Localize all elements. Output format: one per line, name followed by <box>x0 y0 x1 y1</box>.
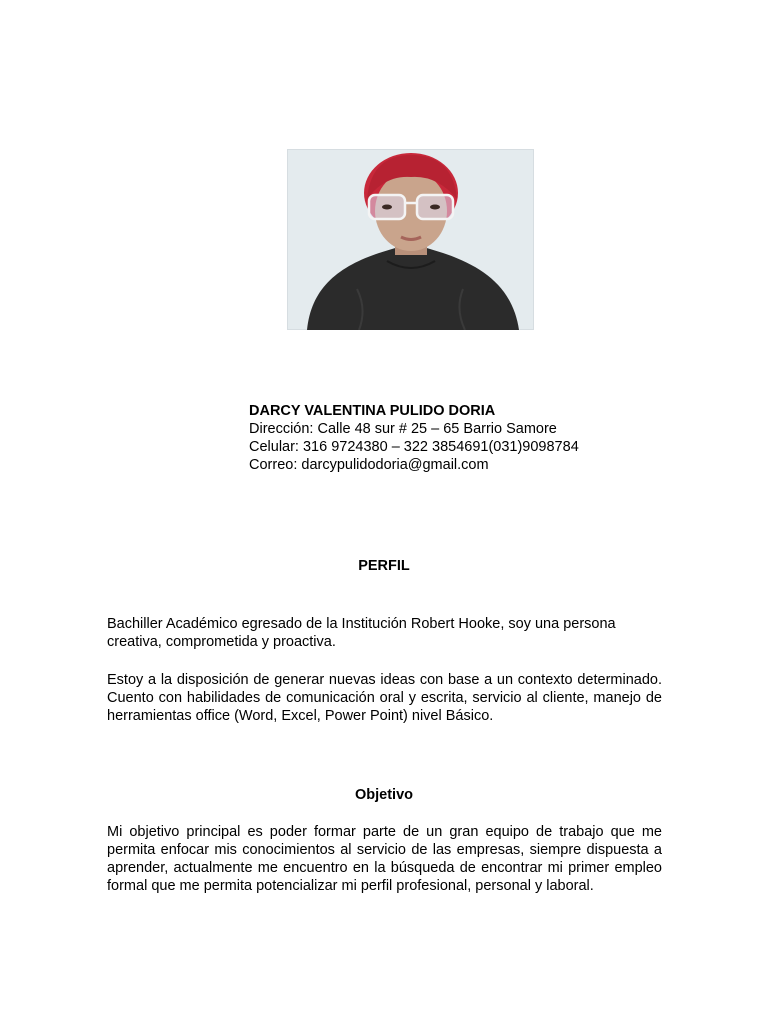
profile-paragraph-2: Estoy a la disposición de generar nuevas ideas con base a un contexto determinado. Cuento con habilidades de comunicación oral y escrita, servicio al cliente, manejo de herramientas office (Word, Excel, Power Point) nivel Básico. <box>107 672 662 724</box>
profile-paragraph-1: Bachiller Académico egresado de la Institución Robert Hooke, soy una persona creativa, comprometida y proactiva. <box>107 616 616 650</box>
address-line: Dirección: Calle 48 sur # 25 – 65 Barrio Samore <box>249 421 557 437</box>
objective-heading: Objetivo <box>354 787 413 803</box>
phone-line: Celular: 316 9724380 – 322 3854691(031)9098784 <box>249 439 579 455</box>
profile-photo <box>287 149 534 330</box>
candidate-name: DARCY VALENTINA PULIDO DORIA <box>249 403 496 419</box>
profile-heading: PERFIL <box>358 558 410 574</box>
email-line: Correo: darcypulidodoria@gmail.com <box>249 457 489 473</box>
objective-paragraph: Mi objetivo principal es poder formar parte de un gran equipo de trabajo que me permita enfocar mis conocimientos al servicio de las empresas, siempre dispuesta a aprender, actualmente me encuentro en la búsqueda de encontrar mi primer empleo formal que me permita potencializar mi perfil profesional, personal y laboral. <box>107 824 662 894</box>
contact-block <box>249 402 579 474</box>
